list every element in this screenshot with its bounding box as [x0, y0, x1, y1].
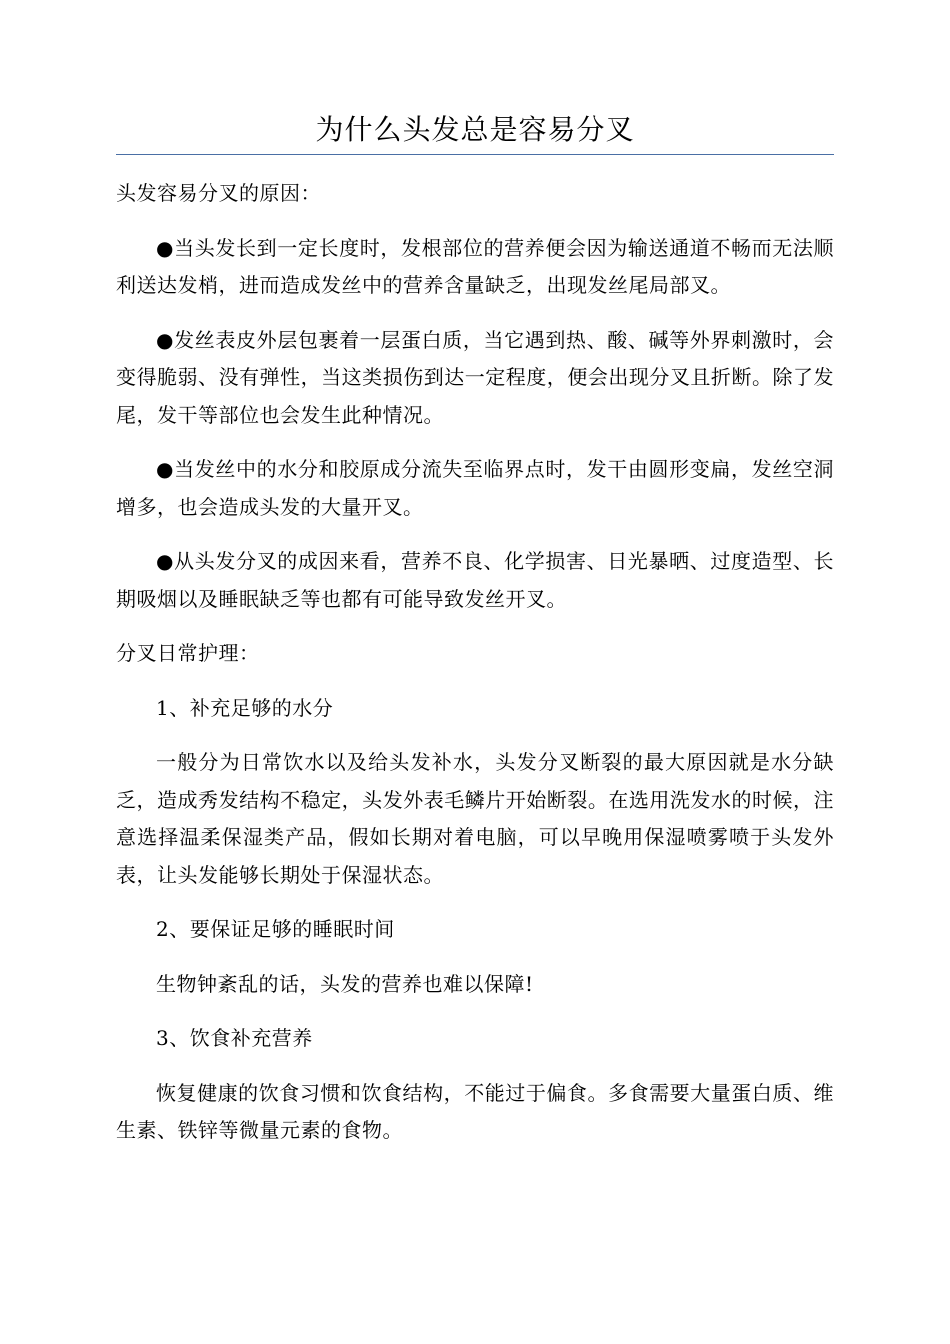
document-page: [116, 110, 834, 1167]
section-heading-causes: 头发容易分叉的原因：: [116, 181, 321, 205]
cause-paragraph-1: ●当头发长到一定长度时，发根部位的营养便会因为输送通道不畅而无法顺利送达发梢，进而造成发丝中的营养含量缺乏，出现发丝尾局部叉。: [116, 235, 834, 297]
care-item-paragraph-1: 一般分为日常饮水以及给头发补水，头发分叉断裂的最大原因就是水分缺乏，造成秀发结构不稳定，头发外表毛鳞片开始断裂。在选用洗发水的时候，注意选择温柔保湿类产品，假如长期对着电脑，可以早晚用保湿喷雾喷于头发外表，让头发能够长期处于保湿状态。: [116, 750, 834, 887]
care-item-heading-1: 1、补充足够的水分: [156, 695, 334, 720]
care-item-heading-2: 2、要保证足够的睡眠时间: [156, 917, 395, 941]
cause-paragraph-4: ●从头发分叉的成因来看，营养不良、化学损害、日光暴晒、过度造型、长期吸烟以及睡眠缺乏等也都有可能导致发丝开叉。: [116, 549, 834, 611]
document-body: [116, 175, 834, 1150]
cause-paragraph-2: ●发丝表皮外层包裹着一层蛋白质，当它遇到热、酸、碱等外界刺激时，会变得脆弱、没有弹性，当这类损伤到达一定程度，便会出现分叉且折断。除了发尾，发干等部位也会发生此种情况。: [116, 327, 834, 427]
document-title: 为什么头发总是容易分叉: [116, 110, 834, 155]
section-heading-care: 分叉日常护理：: [116, 641, 260, 665]
cause-paragraph-3: ●当发丝中的水分和胶原成分流失至临界点时，发干由圆形变扁，发丝空洞增多，也会造成头发的大量开叉。: [116, 457, 834, 519]
care-item-paragraph-2: 生物钟紊乱的话，头发的营养也难以保障!: [156, 971, 534, 996]
care-item-heading-3: 3、饮食补充营养: [156, 1026, 313, 1050]
care-item-paragraph-3: 恢复健康的饮食习惯和饮食结构，不能过于偏食。多食需要大量蛋白质、维生素、铁锌等微量元素的食物。: [116, 1080, 834, 1142]
